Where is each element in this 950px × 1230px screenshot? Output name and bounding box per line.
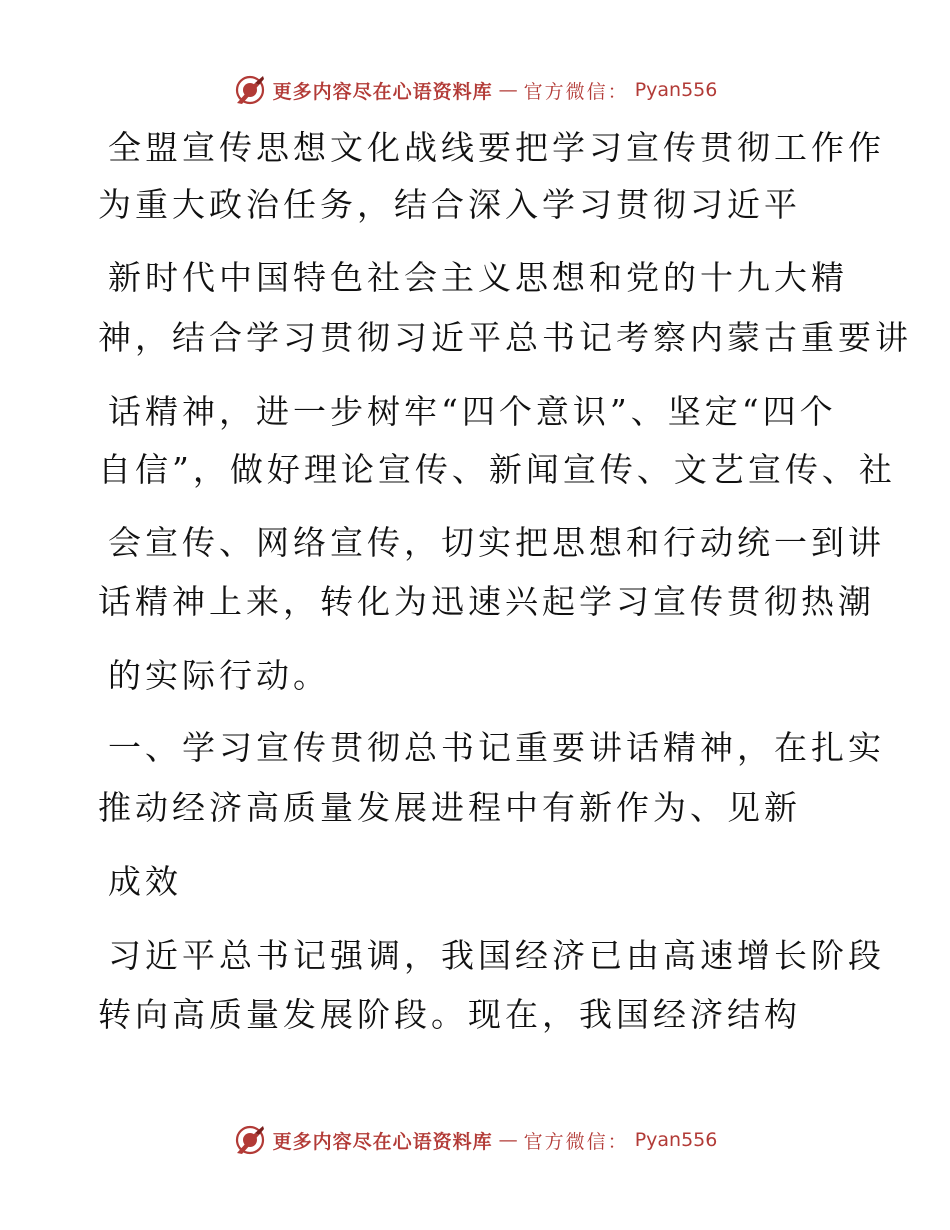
banner-separator: — [498,79,518,101]
body-line: 全盟宣传思想文化战线要把学习宣传贯彻工作作 [108,128,885,167]
banner-brand: 更多内容尽在心语资料库 [272,1130,493,1153]
banner-wechat-id: Pyan556 [634,79,718,101]
body-line: 转向高质量发展阶段。现在，我国经济结构 [98,995,801,1034]
banner-wechat-label: 官方微信： [523,1130,629,1153]
body-line: 话精神，进一步树牢“四个意识”、坚定“四个 [108,392,837,431]
footer-banner [0,1120,950,1160]
banner-brand: 更多内容尽在心语资料库 [272,80,493,103]
banner-separator: — [498,1129,518,1151]
section-heading-line: 一、学习宣传贯彻总书记重要讲话精神，在扎实 [108,728,885,767]
body-line: 为重大政治任务，结合深入学习贯彻习近平 [98,185,801,224]
section-heading-line: 推动经济高质量发展进程中有新作为、见新 [98,788,801,827]
body-line: 话精神上来，转化为迅速兴起学习宣传贯彻热潮 [98,582,875,621]
pen-logo-icon [233,1123,267,1157]
section-heading-line: 成效 [108,862,182,901]
body-line: 习近平总书记强调，我国经济已由高速增长阶段 [108,936,885,975]
banner-wechat-label: 官方微信： [523,80,629,103]
banner-wechat-id: Pyan556 [634,1129,718,1151]
body-line: 自信”，做好理论宣传、新闻宣传、文艺宣传、社 [98,450,896,489]
body-line: 神，结合学习贯彻习近平总书记考察内蒙古重要讲 [98,318,912,357]
body-line: 会宣传、网络宣传，切实把思想和行动统一到讲 [108,523,885,562]
body-line: 的实际行动。 [108,656,330,695]
body-line: 新时代中国特色社会主义思想和党的十九大精 [108,258,848,297]
